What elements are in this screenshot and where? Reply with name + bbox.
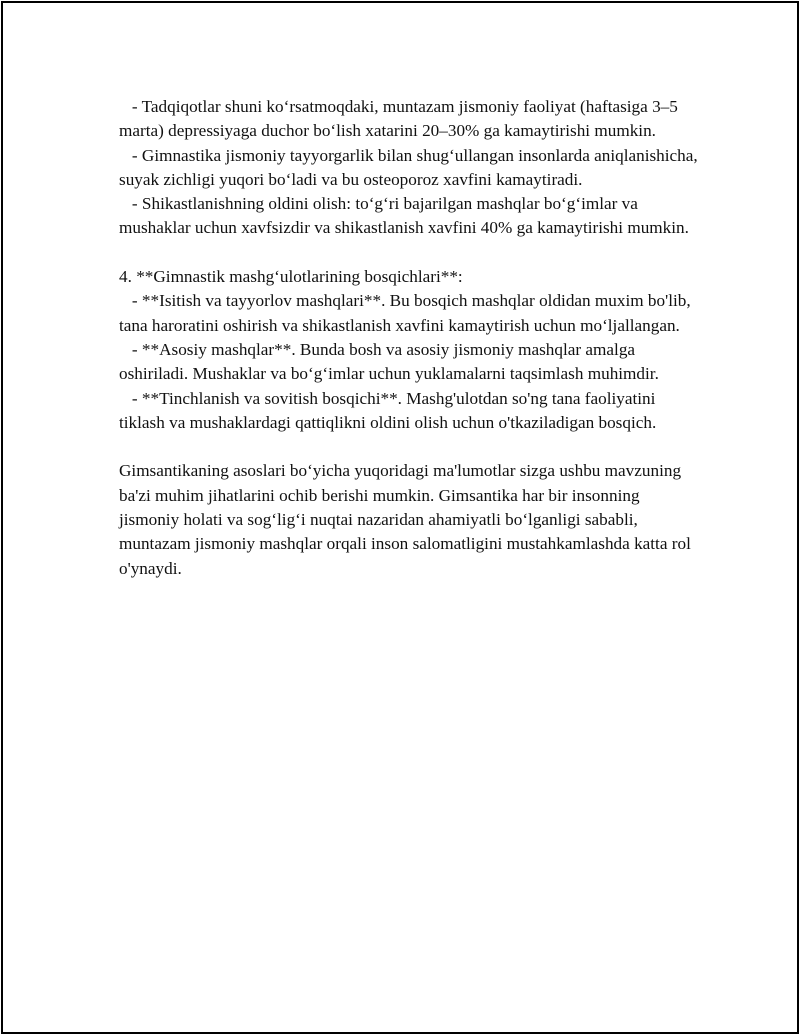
- section-heading: 4. **Gimnastik mashg‘ulotlarining bosqichlari**:: [119, 267, 463, 287]
- paragraph-gap: [119, 241, 699, 265]
- benefit-item-depression: - Tadqiqotlar shuni ko‘rsatmoqdaki, muntazam jismoniy faoliyat (haftasiga 3–5 marta) depressiyaga duchor bo‘lish xatarini 20–30% ga kamaytirishi mumkin.: [119, 97, 683, 141]
- document-body: [119, 95, 702, 581]
- benefit-item-bone-density: - Gimnastika jismoniy tayyorgarlik bilan shug‘ullangan insonlarda aniqlanishicha, suyak zichligi yuqori bo‘ladi va bu osteoporoz xavfini kamaytiradi.: [119, 145, 702, 189]
- stage-item-warmup: - **Isitish va tayyorlov mashqlari**. Bu bosqich mashqlar oldidan muxim bo'lib, tana haroratini oshirish va shikastlanish xavfini kamaytirish uchun mo‘ljallangan.: [119, 291, 695, 335]
- paragraph-gap: [119, 435, 699, 459]
- stage-item-cooldown: - **Tinchlanish va sovitish bosqichi**. Mashg'ulotdan so'ng tana faoliyatini tiklash va mushaklardagi qattiqlikni oldini olish uchun o'tkaziladigan bosqich.: [119, 388, 660, 432]
- page: [1, 1, 799, 1034]
- benefit-item-injury-prevention: - Shikastlanishning oldini olish: to‘g‘ri bajarilgan mashqlar bo‘g‘imlar va mushaklar uchun xavfsizdir va shikastlanish xavfini 40% ga kamaytirishi mumkin.: [119, 194, 689, 238]
- conclusion-paragraph: Gimsantikaning asoslari bo‘yicha yuqoridagi ma'lumotlar sizga ushbu mavzuning ba'zi muhim jihatlarini ochib berishi mumkin. Gimsantika har bir insonning jismoniy holati va sog‘lig‘i nuqtai nazaridan ahamiyatli bo‘lganligi sababli, muntazam jismoniy mashqlar orqali inson salomatligini mustahkamlashda katta rol o'ynaydi.: [119, 461, 696, 578]
- stage-item-main: - **Asosiy mashqlar**. Bunda bosh va asosiy jismoniy mashqlar amalga oshiriladi. Mushaklar va bo‘g‘imlar uchun yuklamalarni taqsimlash muhimdir.: [119, 339, 659, 384]
